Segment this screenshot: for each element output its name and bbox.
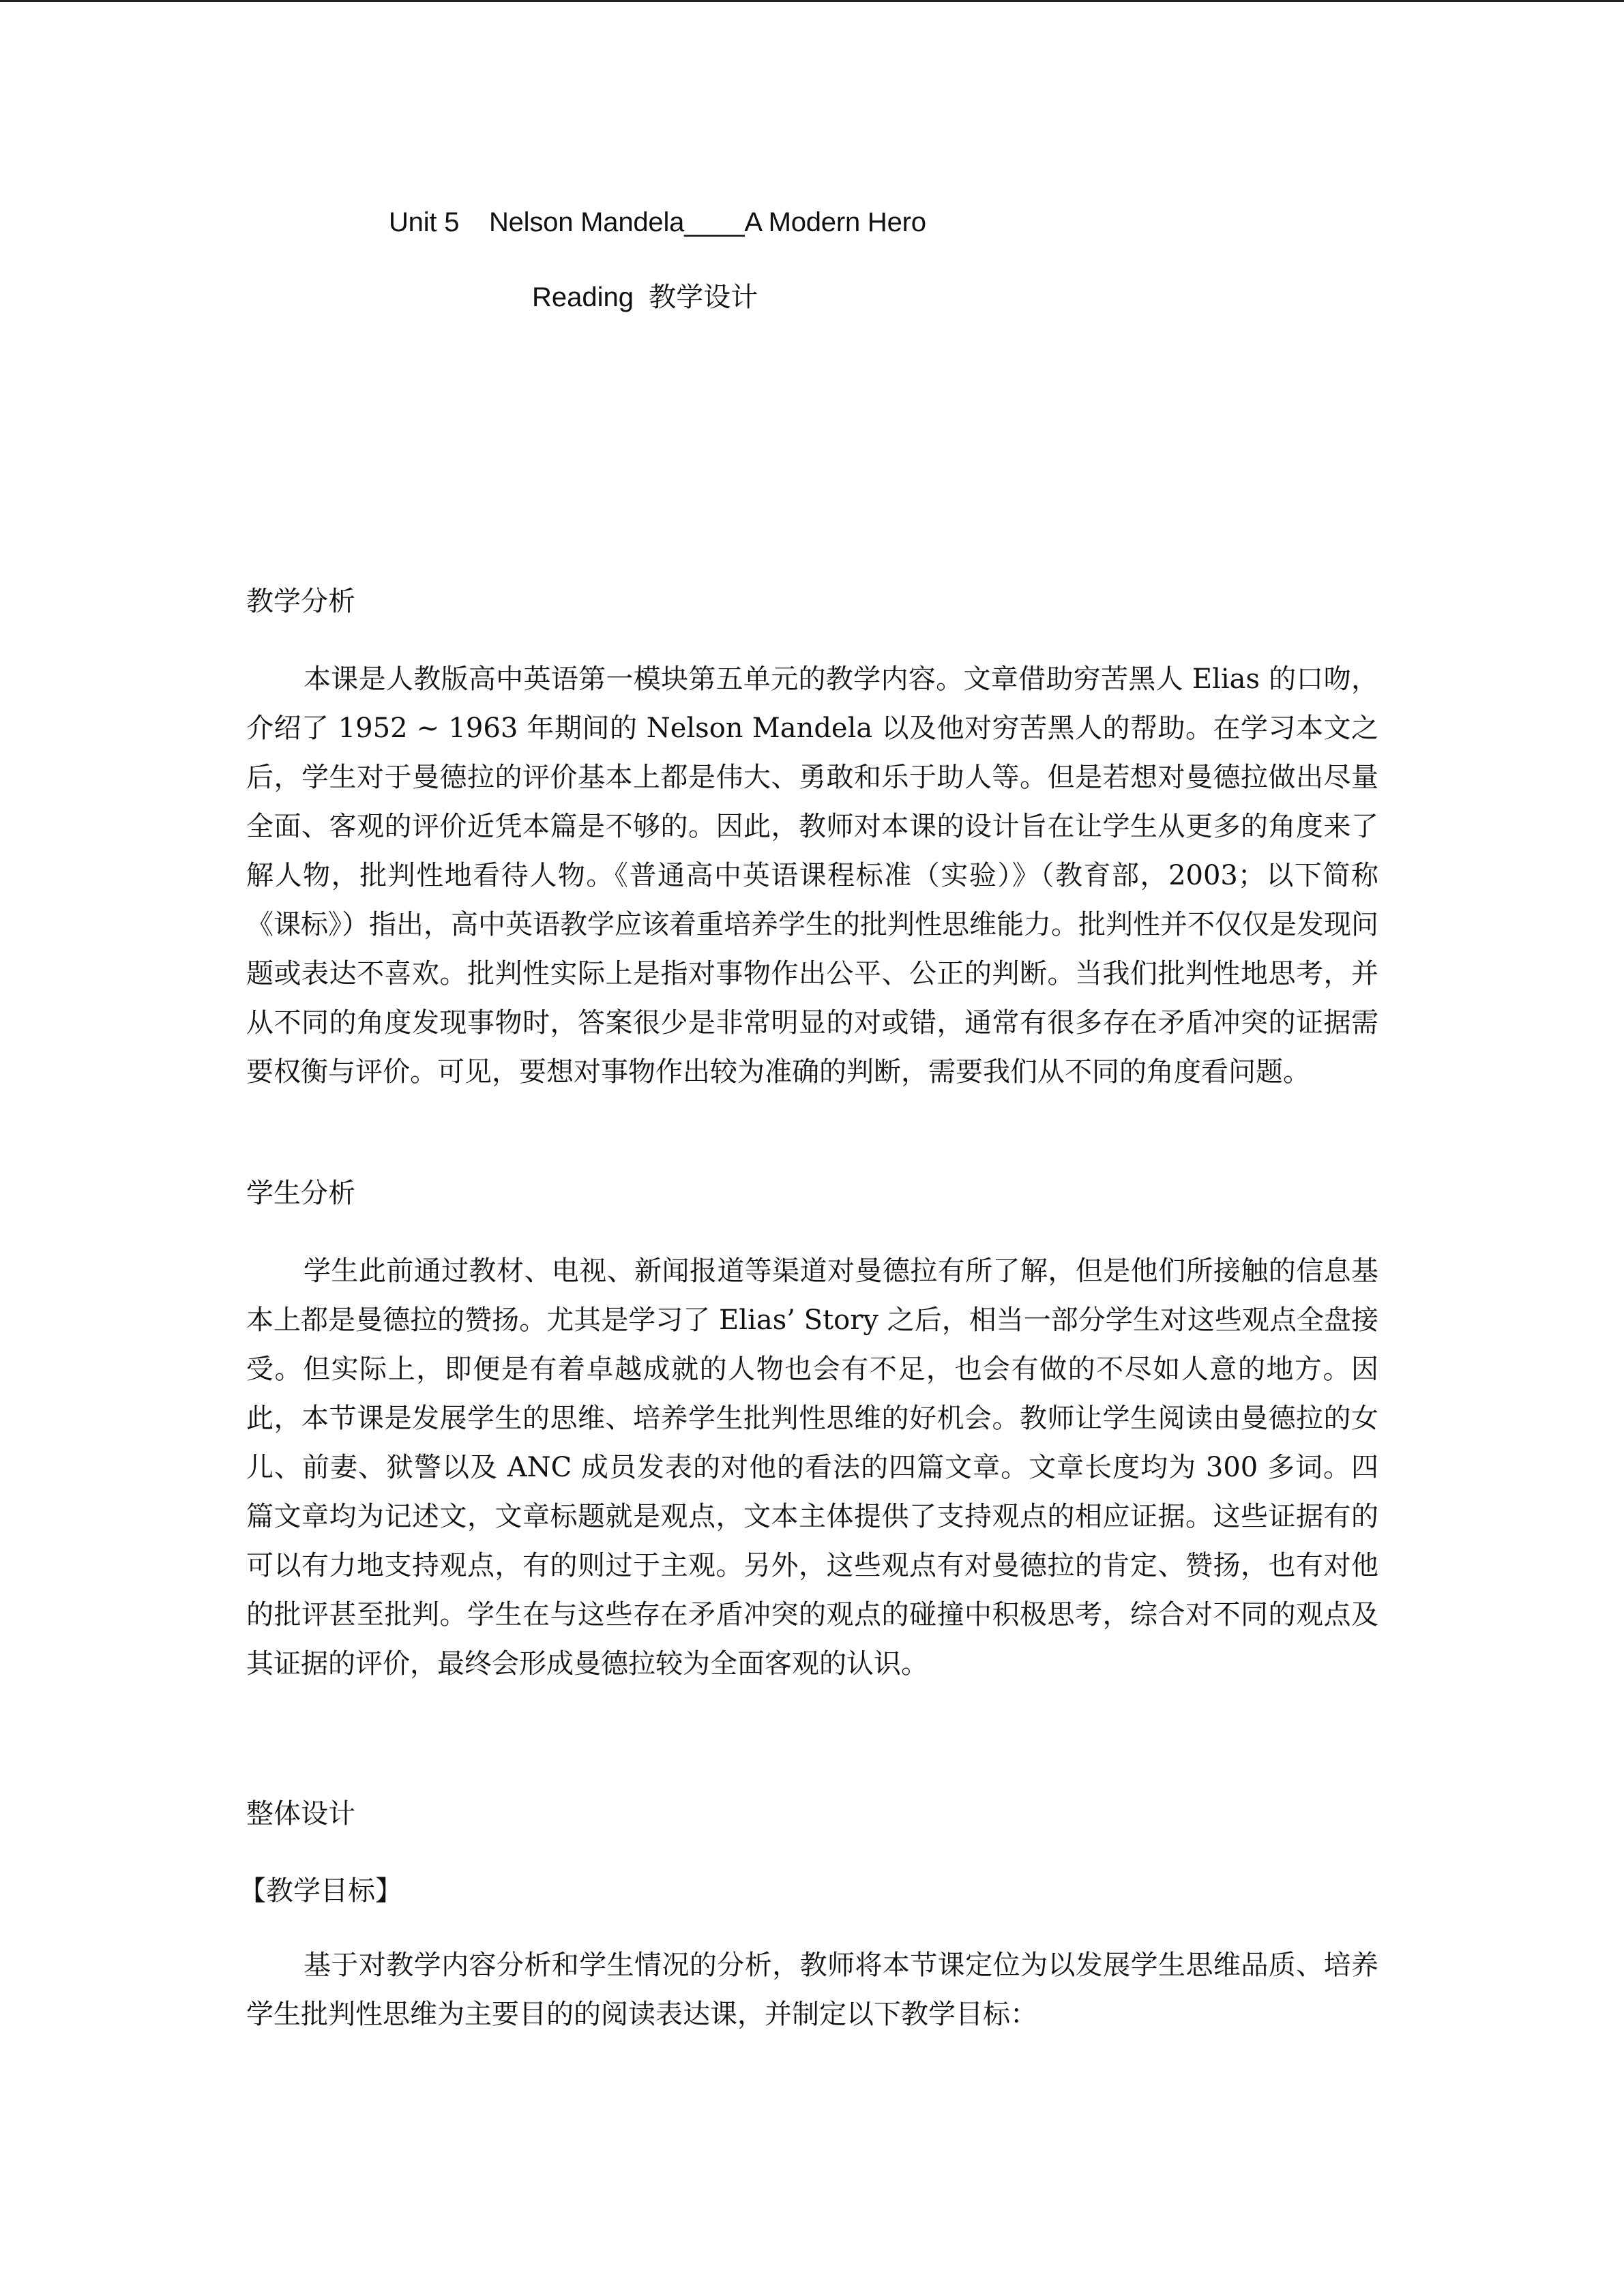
paragraph-student-analysis: 学生此前通过教材、电视、新闻报道等渠道对曼德拉有所了解，但是他们所接触的信息基本上都是曼德拉的赞扬。尤其是学习了 Elias’ Story 之后，相当一部分学生对这些观点全盘接受。但实际上，即便是有着卓越成就的人物也会有不足，也会有做的不尽如人意的地方。因此，本节课是发展学生的思维、培养学生批判性思维的好机会。教师让学生阅读由曼德拉的女儿、前妻、狱警以及 ANC 成员发表的对他的看法的四篇文章。文章长度均为 300 多词。四篇文章均为记述文，文章标题就是观点，文本主体提供了支持观点的相应证据。这些证据有的可以有力地支持观点，有的则过于主观。另外，这些观点有对曼德拉的肯定、赞扬，也有对他的批评甚至批判。学生在与这些存在矛盾冲突的观点的碰撞中积极思考，综合对不同的观点及其证据的评价，最终会形成曼德拉较为全面客观的认识。 [246, 1255, 1378, 1680]
section-heading-teaching-analysis: 教学分析 [246, 586, 355, 617]
section-heading-student-analysis: 学生分析 [246, 1178, 355, 1209]
section-heading-overall-design: 整体设计 [246, 1798, 355, 1830]
paragraph-overall-design: 基于对教学内容分析和学生情况的分析，教师将本节课定位为以发展学生思维品质、培养学生批判性思维为主要目的的阅读表达课，并制定以下教学目标： [246, 1950, 1378, 2030]
teaching-goals-heading: 【教学目标】 [239, 1875, 402, 1907]
page-top-border [0, 0, 1624, 2]
document-subtitle: Reading 教学设计 [532, 282, 758, 312]
document-title: Unit 5 Nelson Mandela____A Modern Hero [389, 207, 926, 237]
paragraph-teaching-analysis: 本课是人教版高中英语第一模块第五单元的教学内容。文章借助穷苦黑人 Elias 的口吻，介绍了 1952 ~ 1963 年期间的 Nelson Mandela 以及他对穷苦黑人的帮助。在学习本文之后，学生对于曼德拉的评价基本上都是伟大、勇敢和乐于助人等。但是若想对曼德拉做出尽量全面、客观的评价近凭本篇是不够的。因此，教师对本课的设计旨在让学生从更多的角度来了解人物，批判性地看待人物。《普通高中英语课程标准（实验）》（教育部，2003；以下简称《课标》）指出，高中英语教学应该着重培养学生的批判性思维能力。批判性并不仅仅是发现问题或表达不喜欢。批判性实际上是指对事物作出公平、公正的判断。当我们批判性地思考，并从不同的角度发现事物时，答案很少是非常明显的对或错，通常有很多存在矛盾冲突的证据需要权衡与评价。可见，要想对事物作出较为准确的判断，需要我们从不同的角度看问题。 [246, 664, 1378, 1088]
